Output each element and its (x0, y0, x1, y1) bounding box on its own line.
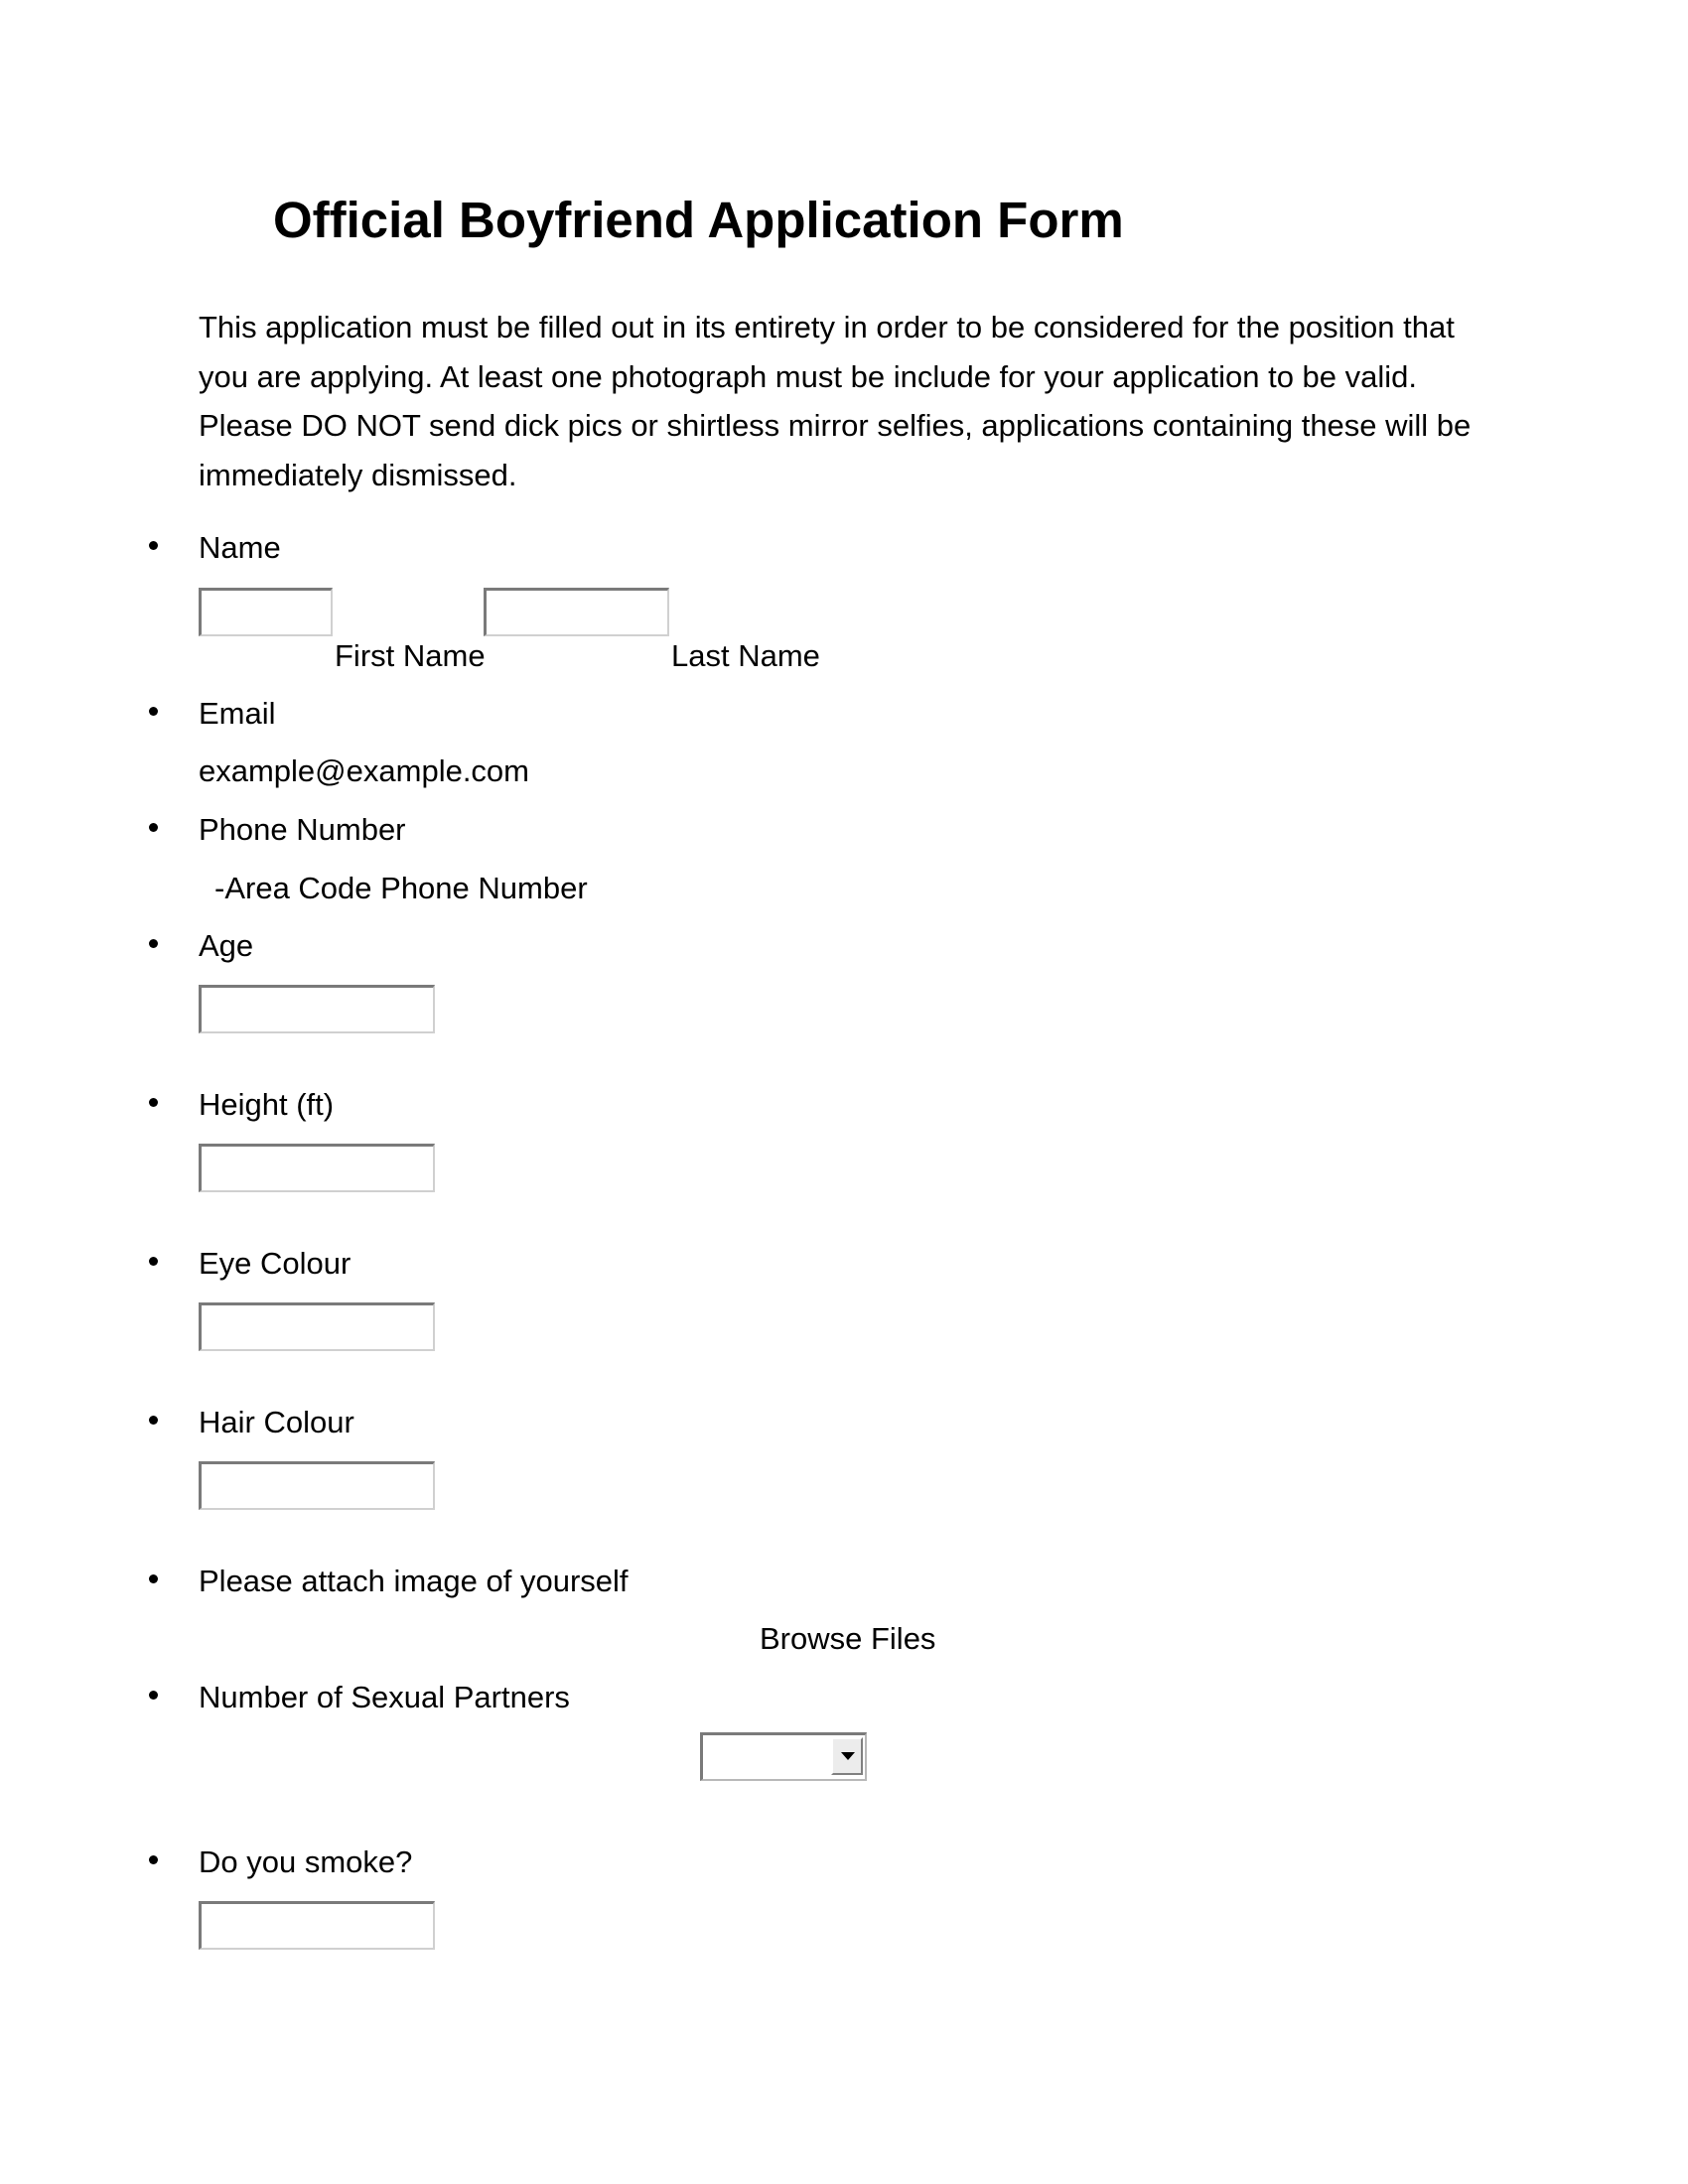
email-example: example@example.com (199, 753, 529, 788)
bullet-icon (149, 541, 158, 550)
intro-line-2: you are applying. At least one photograph must be include for your application to be valid. (199, 359, 1418, 394)
phone-label: Phone Number (199, 812, 406, 847)
first-name-caption: First Name (335, 638, 486, 673)
age-input[interactable] (199, 985, 435, 1033)
eye-colour-label: Eye Colour (199, 1246, 352, 1281)
eye-colour-input[interactable] (199, 1302, 435, 1351)
age-label: Age (199, 928, 254, 963)
form-title: Official Boyfriend Application Form (273, 192, 1124, 248)
last-name-caption: Last Name (671, 638, 820, 673)
bullet-icon (149, 1257, 158, 1266)
photo-label: Please attach image of yourself (199, 1564, 629, 1598)
bullet-icon (149, 1855, 158, 1864)
email-label: Email (199, 696, 276, 731)
bullet-icon (149, 707, 158, 716)
last-name-input[interactable] (484, 588, 669, 636)
first-name-input[interactable] (199, 588, 333, 636)
dropdown-arrow-button[interactable] (831, 1737, 863, 1775)
bullet-icon (149, 823, 158, 832)
hair-colour-label: Hair Colour (199, 1405, 354, 1439)
browse-files-button[interactable]: Browse Files (760, 1621, 936, 1656)
bullet-icon (149, 1574, 158, 1583)
smoke-input[interactable] (199, 1901, 435, 1950)
partners-label: Number of Sexual Partners (199, 1680, 570, 1714)
hair-colour-input[interactable] (199, 1461, 435, 1510)
bullet-icon (149, 1098, 158, 1107)
smoke-label: Do you smoke? (199, 1844, 413, 1879)
bullet-icon (149, 1416, 158, 1425)
bullet-icon (149, 1691, 158, 1700)
intro-line-3: Please DO NOT send dick pics or shirtless mirror selfies, applications containing these will be (199, 408, 1472, 443)
height-input[interactable] (199, 1144, 435, 1192)
intro-line-4: immediately dismissed. (199, 458, 517, 492)
chevron-down-icon (841, 1752, 855, 1760)
phone-hint: -Area Code Phone Number (214, 871, 588, 905)
intro-line-1: This application must be filled out in its entirety in order to be considered for the position that (199, 310, 1455, 344)
name-label: Name (199, 530, 281, 565)
height-label: Height (ft) (199, 1087, 335, 1122)
partners-select[interactable] (700, 1732, 867, 1781)
bullet-icon (149, 939, 158, 948)
